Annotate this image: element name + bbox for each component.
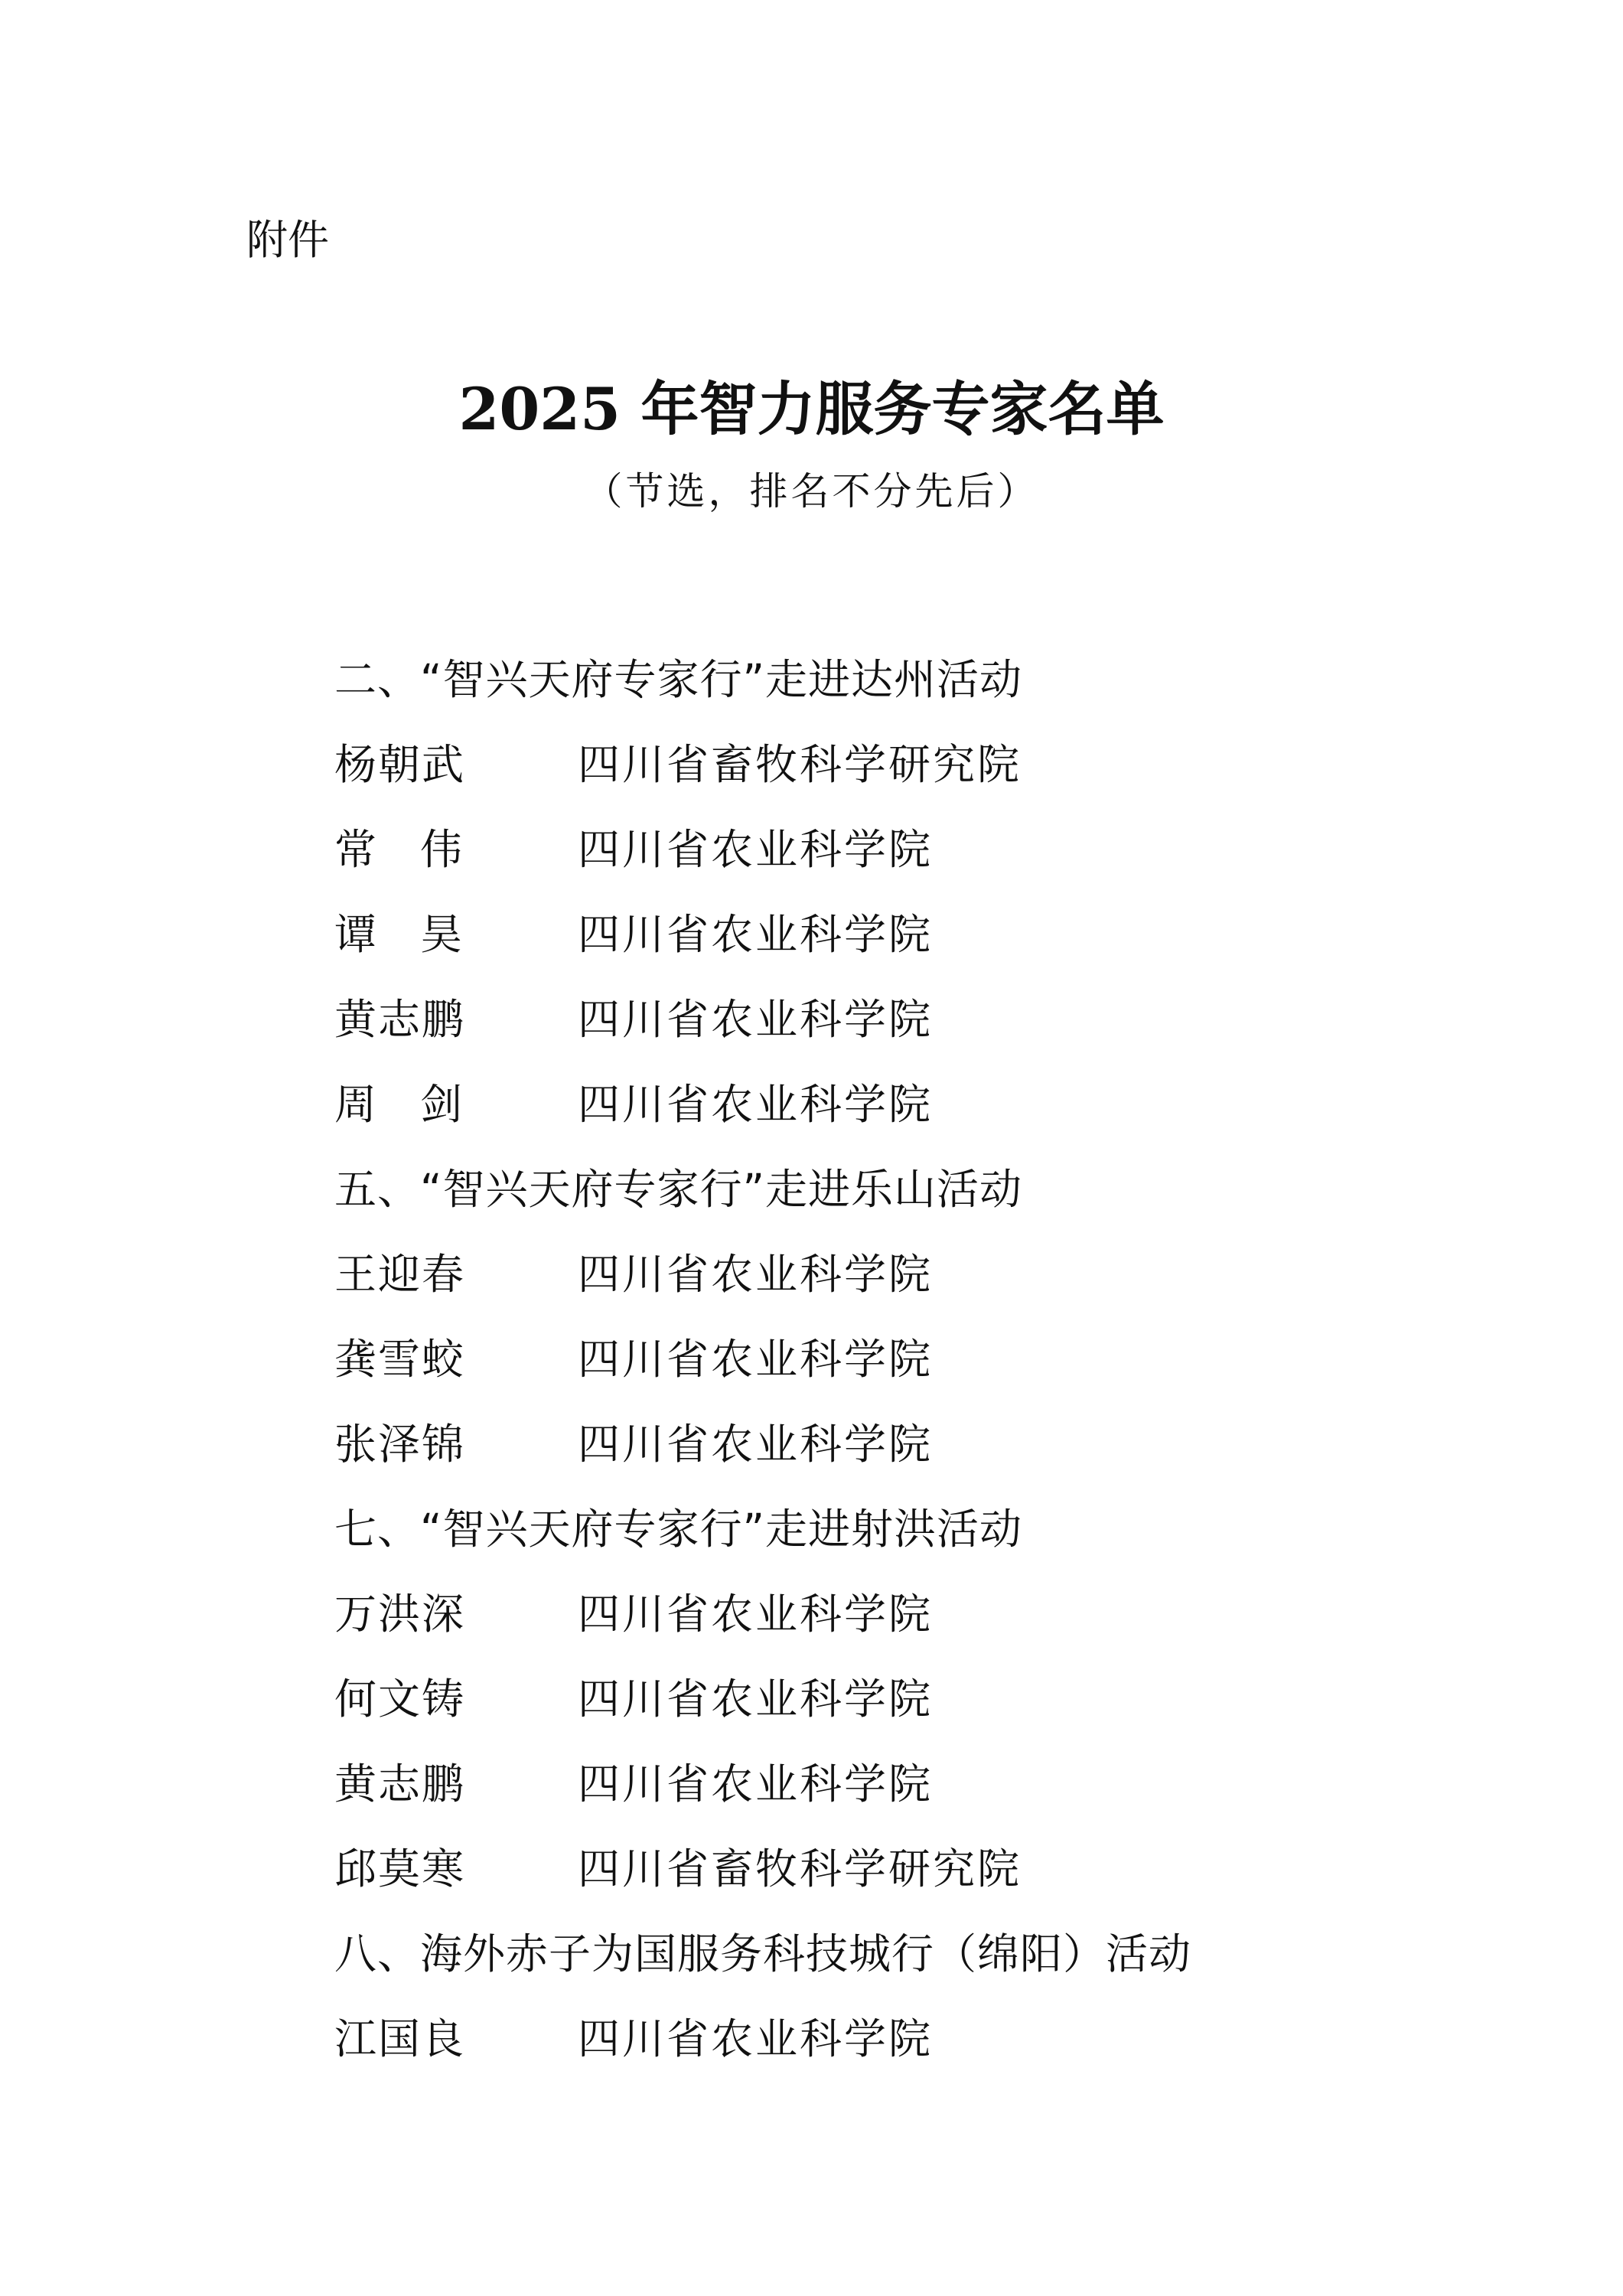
expert-org: 四川省农业科学院 bbox=[578, 1590, 934, 1639]
expert-row bbox=[334, 1993, 1482, 2078]
expert-name: 龚雪蛟 bbox=[334, 1335, 466, 1384]
expert-name: 谭昊 bbox=[334, 910, 507, 959]
expert-row bbox=[334, 1568, 1482, 1653]
expert-org: 四川省农业科学院 bbox=[578, 1675, 934, 1724]
expert-org: 四川省农业科学院 bbox=[578, 2014, 934, 2063]
expert-row bbox=[334, 1653, 1482, 1738]
expert-row bbox=[334, 1228, 1482, 1313]
expert-name: 常伟 bbox=[334, 825, 507, 874]
section-heading: 五、“智兴天府专家行”走进乐山活动 bbox=[334, 1165, 1022, 1214]
section-heading: 八、海外赤子为国服务科技城行（绵阳）活动 bbox=[334, 1929, 1192, 1978]
expert-org: 四川省农业科学院 bbox=[578, 1760, 934, 1808]
expert-name: 邱莫寒 bbox=[334, 1844, 466, 1893]
expert-org: 四川省农业科学院 bbox=[578, 910, 934, 959]
expert-row bbox=[334, 1823, 1482, 1908]
expert-org: 四川省畜牧科学研究院 bbox=[578, 740, 1022, 789]
expert-org: 四川省畜牧科学研究院 bbox=[578, 1844, 1022, 1893]
expert-name: 张泽锦 bbox=[334, 1420, 466, 1469]
expert-row bbox=[334, 1398, 1482, 1483]
expert-org: 四川省农业科学院 bbox=[578, 1080, 934, 1129]
expert-name: 万洪深 bbox=[334, 1590, 466, 1639]
expert-org: 四川省农业科学院 bbox=[578, 1250, 934, 1299]
expert-row bbox=[334, 719, 1482, 804]
document-subtitle: （节选，排名不分先后） bbox=[584, 469, 1039, 514]
expert-row bbox=[334, 889, 1482, 974]
expert-name: 王迎春 bbox=[334, 1250, 466, 1299]
expert-org: 四川省农业科学院 bbox=[578, 1335, 934, 1384]
expert-row bbox=[334, 1738, 1482, 1823]
expert-row bbox=[334, 1313, 1482, 1398]
section-heading: 七、“智兴天府专家行”走进射洪活动 bbox=[334, 1505, 1022, 1554]
expert-org: 四川省农业科学院 bbox=[578, 995, 934, 1044]
expert-name: 黄志鹏 bbox=[334, 1760, 466, 1808]
expert-row bbox=[334, 1058, 1482, 1143]
expert-org: 四川省农业科学院 bbox=[578, 1420, 934, 1469]
expert-name: 周剑 bbox=[334, 1080, 507, 1129]
expert-name: 黄志鹏 bbox=[334, 995, 466, 1044]
expert-name: 何文铸 bbox=[334, 1675, 466, 1724]
expert-org: 四川省农业科学院 bbox=[578, 825, 934, 874]
expert-name: 江国良 bbox=[334, 2014, 466, 2063]
section-heading: 二、“智兴天府专家行”走进达州活动 bbox=[334, 655, 1022, 704]
document-title: 2025 年智力服务专家名单 bbox=[458, 375, 1165, 443]
attachment-label: 附件 bbox=[246, 216, 329, 264]
expert-name: 杨朝武 bbox=[334, 740, 466, 789]
expert-row bbox=[334, 804, 1482, 889]
expert-row bbox=[334, 974, 1482, 1058]
expert-list bbox=[334, 634, 1482, 2078]
